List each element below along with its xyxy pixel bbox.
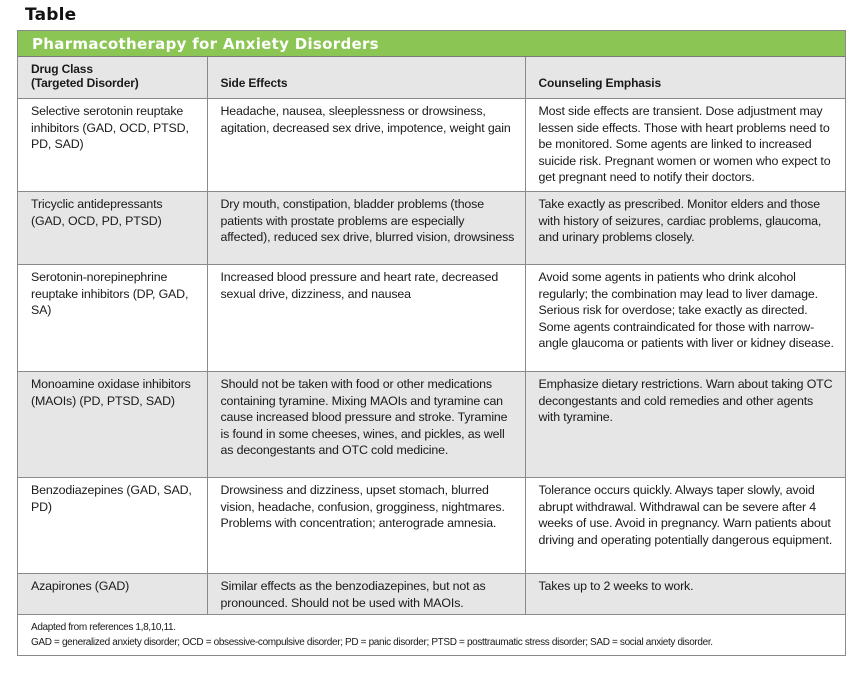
table-row — [18, 478, 845, 574]
table-label: Table — [25, 5, 77, 25]
cell-side-effects: Increased blood pressure and heart rate, decreased sexual drive, dizziness, and nausea — [207, 265, 525, 372]
cell-drug-class: Tricyclic antidepressants (GAD, OCD, PD, PTSD) — [18, 192, 207, 265]
table-title-bar — [18, 31, 845, 57]
table-row — [18, 99, 845, 192]
cell-counseling: Tolerance occurs quickly. Always taper slowly, avoid abrupt withdrawal. Withdrawal can be severe after 4 weeks of use. Avoid in pregnancy. Warn patients about driving and operating potentially dangerous equipment. — [525, 478, 845, 574]
header-side-effects-label: Side Effects — [220, 76, 288, 90]
cell-drug-class: Monoamine oxidase inhibitors (MAOIs) (PD, PTSD, SAD) — [18, 372, 207, 478]
cell-side-effects: Similar effects as the benzodiazepines, but not as pronounced. Should not be used with MAOIs. — [207, 574, 525, 615]
cell-counseling: Take exactly as prescribed. Monitor elders and those with history of seizures, cardiac problems, glaucoma, and urinary problems closely. — [525, 192, 845, 265]
header-counseling — [525, 57, 845, 99]
cell-counseling: Most side effects are transient. Dose adjustment may lessen side effects. Those with heart problems need to be monitored. Some agents are linked to increased suicide risk. Pregnant women or women who expect to get pregnant need to notify their doctors. — [525, 99, 845, 192]
header-side-effects — [207, 57, 525, 99]
cell-drug-class: Serotonin-norepinephrine reuptake inhibitors (DP, GAD, SA) — [18, 265, 207, 372]
header-drug-class-line2: (Targeted Disorder) — [31, 76, 139, 90]
table-row — [18, 265, 845, 372]
table-footer — [18, 615, 845, 655]
cell-drug-class: Selective serotonin reuptake inhibitors (GAD, OCD, PTSD, PD, SAD) — [18, 99, 207, 192]
cell-side-effects: Headache, nausea, sleeplessness or drowsiness, agitation, decreased sex drive, impotence, weight gain — [207, 99, 525, 192]
cell-counseling: Takes up to 2 weeks to work. — [525, 574, 845, 615]
table-row — [18, 192, 845, 265]
pharmacotherapy-table — [17, 30, 846, 656]
data-grid — [18, 57, 845, 615]
cell-drug-class: Azapirones (GAD) — [18, 574, 207, 615]
cell-side-effects: Dry mouth, constipation, bladder problems (those patients with prostate problems are especially affected), reduced sex drive, blurred vision, drowsiness — [207, 192, 525, 265]
cell-drug-class: Benzodiazepines (GAD, SAD, PD) — [18, 478, 207, 574]
table-row — [18, 574, 845, 615]
cell-counseling: Emphasize dietary restrictions. Warn about taking OTC decongestants and cold remedies and other agents with tyramine. — [525, 372, 845, 478]
cell-side-effects: Drowsiness and dizziness, upset stomach, blurred vision, headache, confusion, grogginess, nightmares. Problems with concentration; anterograde amnesia. — [207, 478, 525, 574]
footer-abbreviations: GAD = generalized anxiety disorder; OCD = obsessive-compulsive disorder; PD = panic disorder; PTSD = posttraumatic stress disorder; SAD = social anxiety disorder. — [31, 637, 713, 649]
table-row — [18, 372, 845, 478]
header-counseling-label: Counseling Emphasis — [538, 76, 662, 90]
header-drug-class-line1: Drug Class — [31, 62, 93, 76]
header-drug-class — [18, 57, 207, 99]
table-title: Pharmacotherapy for Anxiety Disorders — [32, 34, 379, 53]
cell-counseling: Avoid some agents in patients who drink alcohol regularly; the combination may lead to liver damage. Serious risk for overdose; take exactly as directed. Some agents contraindicated for those with narrow-angle glaucoma or patients with liver or kidney disease. — [525, 265, 845, 372]
footer-source: Adapted from references 1,8,10,11. — [31, 622, 176, 634]
cell-side-effects: Should not be taken with food or other medications containing tyramine. Mixing MAOIs and tyramine can cause increased blood pressure and stroke. Tyramine is found in some cheeses, wines, and pickles, as well as decongestants and OTC cold medicine. — [207, 372, 525, 478]
header-row — [18, 57, 845, 99]
